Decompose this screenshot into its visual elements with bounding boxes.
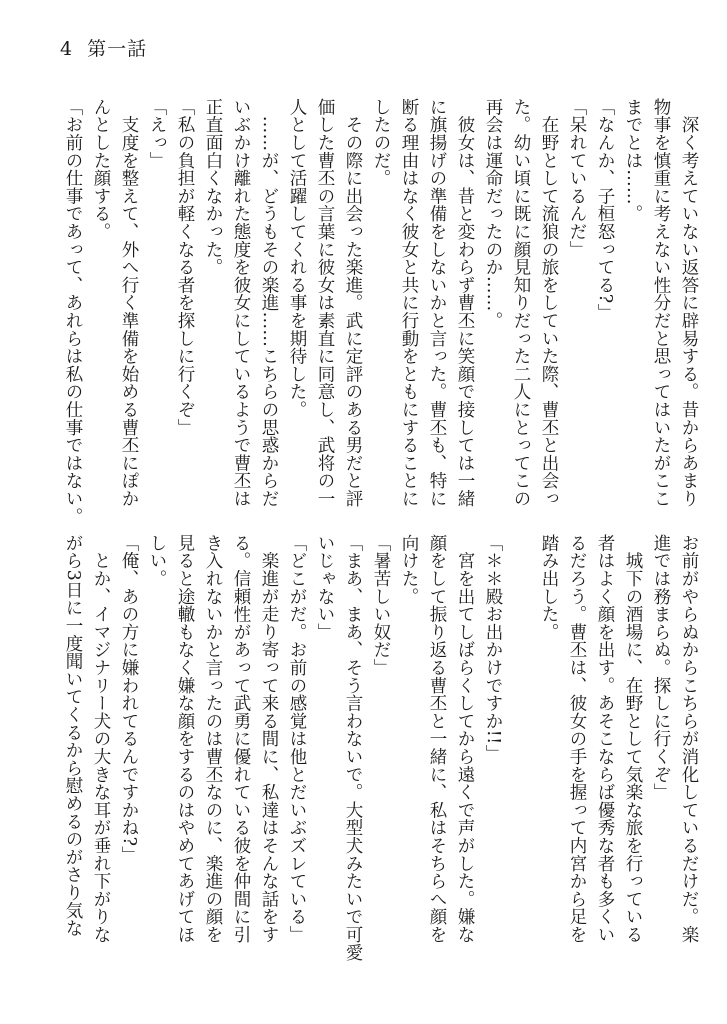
text-column: までとは……。 bbox=[623, 98, 643, 223]
text-column: 「まあ、まあ、そう言わないで。大型犬みたいで可愛 bbox=[343, 534, 363, 962]
text-column: 深く考えていない返答に辟易する。昔からあまり bbox=[679, 98, 699, 508]
text-column: 「どこがだ。お前の感覚は他とだいぶズレている」 bbox=[287, 534, 307, 944]
text-block-upper bbox=[53, 98, 703, 526]
text-column: 「私の負担が軽くなる者を探しに行くぞ」 bbox=[175, 98, 195, 437]
text-column: その際に出会った楽進。武に定評のある男だと評 bbox=[343, 98, 363, 508]
text-column: 城下の酒場に、在野として気楽な旅を行っている bbox=[623, 534, 643, 944]
text-column: 宮を出てしばらくしてから遠くで声がした。嫌な bbox=[455, 534, 475, 944]
text-column: 「俺、あの方に嫌われてるんですかね?」 bbox=[119, 534, 139, 865]
text-column: 断る理由はなく彼女と共に行動をともにすることに bbox=[399, 98, 419, 508]
text-column: とか、イマジナリー犬の大きな耳が垂れ下がりな bbox=[91, 534, 111, 944]
text-column: 「お前の仕事であって、あれらは私の仕事ではない。 bbox=[63, 98, 83, 526]
text-column: 「暑苦しい奴だ」 bbox=[371, 534, 391, 677]
text-column: 正直面白くなかった。 bbox=[203, 98, 223, 276]
text-column: 者はよく顔を出す。あそこならば優秀な者も多くい bbox=[595, 534, 615, 944]
text-column: 進では務まらぬ。探しに行くぞ」 bbox=[651, 534, 671, 801]
text-column: 再会は運命だったのか……。 bbox=[483, 98, 503, 330]
text-column: 在野として流狼の旅をしていた際、曹丕と出会っ bbox=[539, 98, 559, 508]
text-column: したのだ。 bbox=[371, 98, 391, 187]
text-column: 顔をして振り返る曹丕と一緒に、私はそちらへ顔を bbox=[427, 534, 447, 944]
text-column: 「なんか、子桓怒ってる?」 bbox=[595, 98, 615, 322]
text-column: 見ると途轍もなく嫌な顔をするのはやめてあげてほ bbox=[175, 534, 195, 944]
text-column: 彼女は、昔と変わらず曹丕に笑顔で接しては一緒 bbox=[455, 98, 475, 508]
text-column: 「えっ」 bbox=[147, 98, 167, 170]
page-header bbox=[60, 34, 161, 61]
text-column: 踏み出した。 bbox=[539, 534, 559, 641]
text-column: 「＊＊殿お出かけですか!!」 bbox=[483, 534, 503, 763]
text-column: 物事を慎重に考えない性分だと思ってはいたがここ bbox=[651, 98, 671, 508]
text-column: た。幼い頃に既に顔見知りだった二人にとってこの bbox=[511, 98, 531, 508]
page-number: 4 bbox=[60, 38, 74, 60]
text-column: 人として活躍してくれる事を期待した。 bbox=[287, 98, 307, 419]
text-column bbox=[507, 534, 535, 954]
text-column: 向けた。 bbox=[399, 534, 419, 606]
text-column: ……が、どうもその楽進……こちらの思惑からだ bbox=[259, 98, 279, 508]
text-column: がら3日に一度聞いてくるから慰めるのがさり気な bbox=[63, 534, 83, 938]
text-column: いぶかけ離れた態度を彼女にしているようで曹丕は bbox=[231, 98, 251, 508]
text-column: んとした顔する。 bbox=[91, 98, 111, 241]
text-column: き入れないかと言ったのは曹丕なのに、楽進の顔を bbox=[203, 534, 223, 944]
text-column: るだろう。曹丕は、彼女の手を握って内宮から足を bbox=[567, 534, 587, 944]
text-column: 価した曹丕の言葉に彼女は素直に同意し、武将の一 bbox=[315, 98, 335, 508]
text-column: いじゃない」 bbox=[315, 534, 335, 641]
text-column: に旗揚げの準備をしないかと言った。曹丕も、特に bbox=[427, 98, 447, 508]
text-column: 楽進が走り寄って来る間に、私達はそんな話をす bbox=[259, 534, 279, 944]
chapter-title: 第一話 bbox=[87, 38, 148, 60]
text-column: る。信頼性があって武勇に優れている彼を仲間に引 bbox=[231, 534, 251, 944]
text-column: お前がやらぬからこちらが消化しているだけだ。楽 bbox=[679, 534, 699, 944]
text-column: 支度を整えて、外へ行く準備を始める曹丕にぽか bbox=[119, 98, 139, 508]
text-column: 「呆れているんだ」 bbox=[567, 98, 587, 259]
text-block-lower bbox=[53, 534, 703, 962]
text-column: しい。 bbox=[147, 534, 167, 588]
